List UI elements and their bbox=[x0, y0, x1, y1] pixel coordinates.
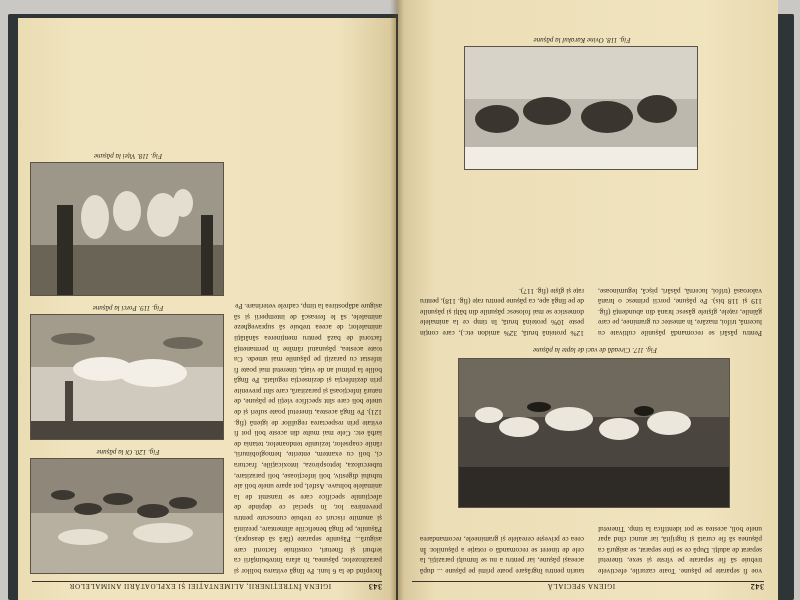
left-page-running-title: IGIENA ÎNTREȚINERII, ALIMENTAȚIEI ȘI EXPLOATĂRII ANIMALELOR bbox=[69, 582, 332, 590]
figure-photo-120 bbox=[30, 458, 224, 574]
figure-caption-117: Fig. 117. Cireadă de vaci de lapte la pășune bbox=[532, 346, 658, 354]
figure-caption-119: Fig. 119. Porci la pășune bbox=[92, 304, 164, 312]
figure-caption-118: Fig. 118. Viței la pășune bbox=[93, 152, 163, 160]
right-page-body-text-bottom: voe fi separate pe pășune. Toate cazurile, efectivele trebuie să fie separate pe vîrste și sexe, tineretul separat de adulți. După ce se ține separat, se asigură ca pășunea să fie curată și îngrijită, iar atunci cînd apar unele boli, acestea se pot identifica la timp. Tineretul taurin pentru îngrășare poate primi pe pășune ... după aceeași pășune, iar pentru a nu se înmulți paraziții, la cele de tineret se recomandă o rotație a pășunilor. În ceea ce privește cerealele și gramineele, recomandarea bbox=[420, 524, 762, 576]
book-gutter-shadow bbox=[390, 0, 404, 600]
figure-photo-119 bbox=[30, 314, 224, 440]
figure-caption-118-karakul: Fig. 118. Ovine Karakul la pășune bbox=[533, 36, 631, 44]
left-page-body-text-continued bbox=[32, 36, 224, 142]
right-page-body-text-top: Pentru păsări se recomandă pășunile cultivate cu lucernă, trifoi, mazăre, în amestec cu graminee, pe care găinile, rațele, gîștele găsesc hrană din abundență (fig. 119 și 118 bis). Pe pășune, porcii primesc o hrană valoroasă (trifoi, lucernă, păsări, pișcă, leguminoase, 12% proteină brută, 32% amidon etc.), care conțin peste 10% proteină brută, în timp ce la animalele domestice se mai folosesc pășunile din bălți și pășunile de pe lîngă ape, ca pășune pentru rațe (fig. 118), pentru rațe și gîște (fig. 117). bbox=[420, 286, 762, 338]
right-page bbox=[398, 0, 778, 600]
left-page-body-text: Începînd de la 6 luni. Pe lîngă evitarea bolilor și parazitozelor, pășunea, în afara întrebuințării ca ierburi și fîneturi, constituie factorul care asigură... Pășunile separate (fără să deasupra). Pășunile, pe lîngă beneficiile alimentare, prezintă și anumite riscuri ce trebuie cunoscute pentru prevenirea lor, în special ce depinde de afecțiunile specifice care se transmit de la animalele bolnave. Astfel, pot apare unele boli ale tubului digestiv, boli infecțioase, boli parazitare, tuberculoza, leptospiroza, intoxicațiile, fractura ci, boli cu exantem, enterite, hemoglobinurii, rănile coapselor, leziunile tendoanelor, tetania de iarbă etc. Cele mai multe din aceste boli pot fi evitate prin respectarea regulilor de igienă (fig. 121). Pe lîngă acestea, tineretul poate suferi și de unele boli care sînt specifice vieții pe pășune, de natură infecțioasă și parazitară, care sînt prevenite prin dezinfecția și dezinsecția regulată. Pe lîngă bolile la primul an de viață, tineretul mai poate fi infestat cu paraziți pe pășunile mai umede. Cu toate acestea, pășunatul rămîne în permanență factorul de bază pentru menținerea sănătății animalelor; de aceea trebuie să supravegheze animalele, să le ferească de intemperii și să asigure adăpostirea la timp, cadrele veterinare. Pe bbox=[234, 302, 382, 576]
figure-photo-117 bbox=[458, 358, 730, 508]
left-page-header bbox=[32, 581, 382, 594]
figure-caption-120: Fig. 120. Oi la pășune bbox=[96, 448, 160, 456]
figure-photo-118-karakul bbox=[464, 46, 698, 170]
left-page bbox=[18, 18, 396, 600]
figure-photo-118 bbox=[30, 162, 224, 296]
right-page-header bbox=[412, 581, 764, 594]
right-page-number: 342 bbox=[750, 582, 764, 591]
left-page-content bbox=[18, 18, 396, 600]
left-page-number: 343 bbox=[368, 582, 382, 591]
right-page-running-title: IGIENA SPECIALĂ bbox=[547, 582, 616, 590]
right-page-content bbox=[398, 0, 778, 600]
